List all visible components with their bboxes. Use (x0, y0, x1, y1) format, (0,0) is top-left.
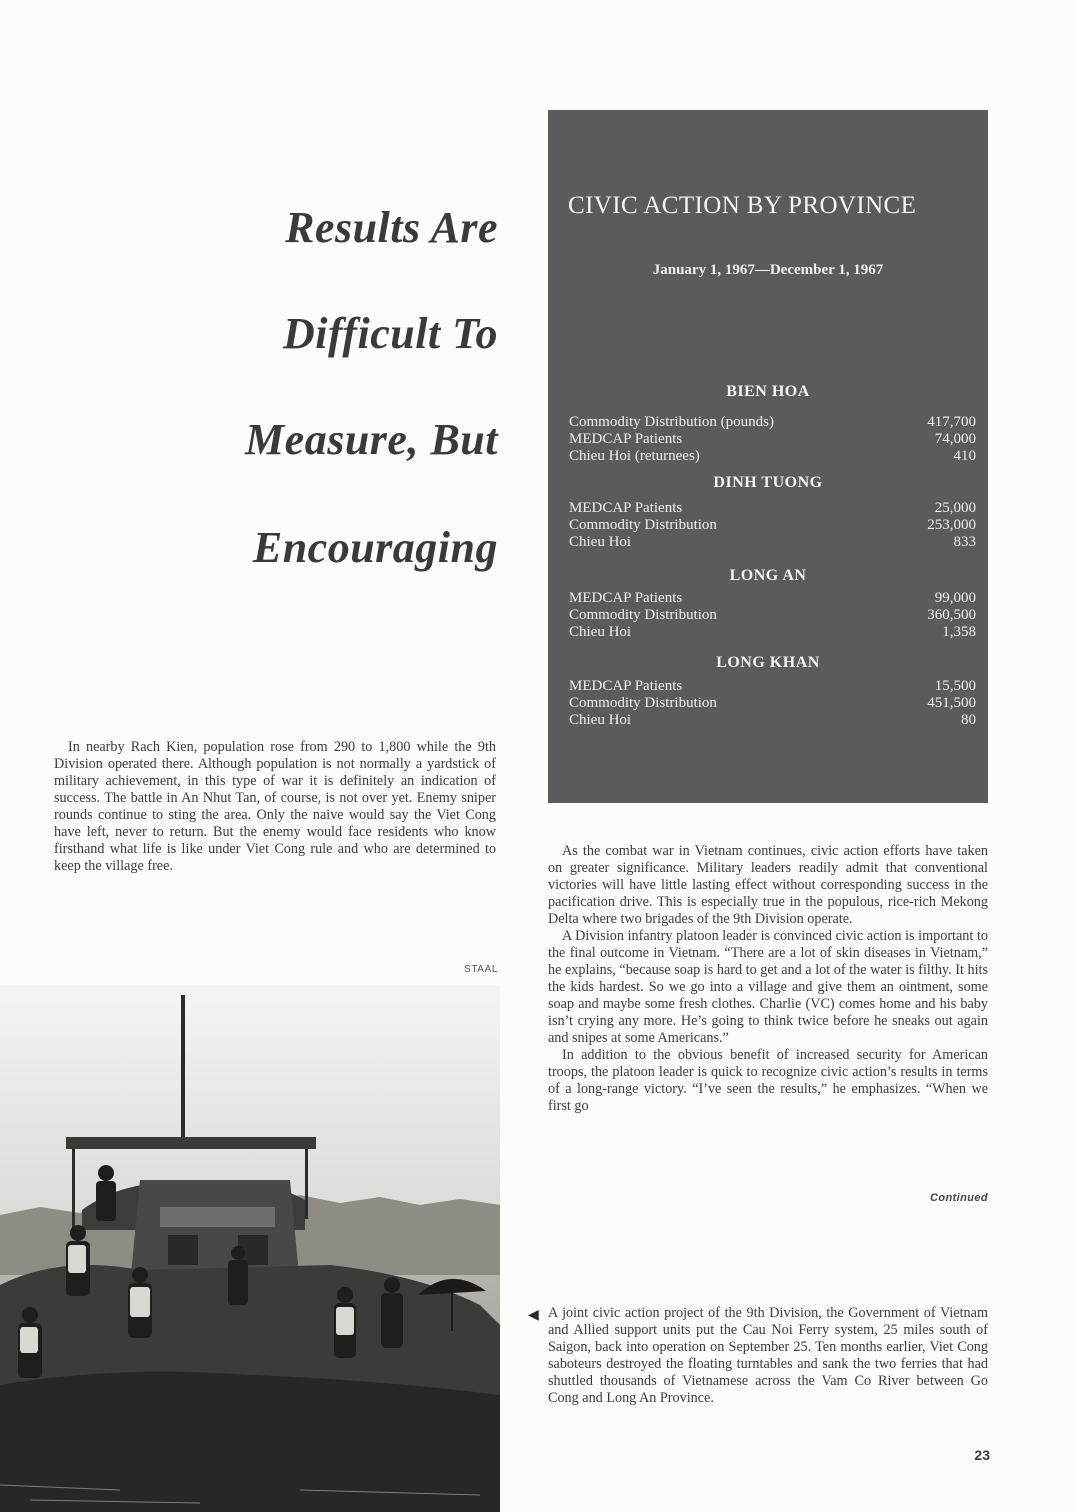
caption-arrow-icon: ◀ (528, 1307, 539, 1323)
photo-caption: A joint civic action project of the 9th Division, the Government of Vietnam and Allied support units put the Cau Noi Ferry system, 25 miles south of Saigon, back into operation on September 25. Ten months earlier, Viet Cong saboteurs destroyed the floating turntables and sank the two ferries that had shuttled thousands of Vietnamese across the Vam Co River between Go Cong and Long An Province. (548, 1305, 988, 1406)
stat-label: Chieu Hoi (569, 534, 632, 550)
article-paragraph: As the combat war in Vietnam continues, civic action efforts have taken on greater significance. Military leaders readily admit that conventional victories will have little lasting effect without corresponding success in the pacification drive. This is especially true in the populous, rice-rich Mekong Delta where two brigades of the 9th Division operate. (548, 843, 988, 927)
stat-value: 74,000 (934, 431, 976, 447)
stat-label: Chieu Hoi (returnees) (569, 448, 700, 464)
left-column-paragraph: In nearby Rach Kien, population rose from 290 to 1,800 while the 9th Division operated there. Although population is not normally a yardstick of military achievement, in this type of war it is definitely an indication of success. The battle in An Nhut Tan, of course, is not over yet. Enemy sniper rounds continue to sting the area. Only the naive would say the Viet Cong have left, never to return. But the enemy would face residents who know firsthand what life is like under Viet Cong rule and who are determined to keep the village free. (54, 739, 496, 874)
stat-label: Chieu Hoi (569, 624, 632, 640)
stat-label: MEDCAP Patients (569, 431, 683, 447)
page-number: 23 (974, 1447, 990, 1463)
stat-value: 451,500 (927, 695, 976, 711)
stat-row (569, 431, 976, 448)
stat-label: MEDCAP Patients (569, 500, 683, 516)
stat-label: Commodity Distribution (569, 695, 717, 711)
stat-value: 1,358 (942, 624, 976, 640)
stats-box-date-range: January 1, 1967—December 1, 1967 (652, 262, 884, 278)
photo-credit: STAAL (464, 964, 498, 975)
headline-line-1: Results Are (285, 203, 498, 252)
province-heading-long-an: LONG AN (729, 567, 807, 584)
stat-label: Chieu Hoi (569, 712, 632, 728)
stat-value: 99,000 (934, 590, 976, 606)
stat-row (569, 678, 976, 695)
stat-value: 15,500 (934, 678, 976, 694)
headline-line-4: Encouraging (252, 523, 498, 572)
stat-row (569, 607, 976, 624)
right-column-article (548, 843, 988, 1115)
stat-row (569, 500, 976, 517)
continued-label: Continued (930, 1192, 988, 1204)
stat-row (569, 517, 976, 534)
stat-label: MEDCAP Patients (569, 590, 683, 606)
stat-label: MEDCAP Patients (569, 678, 683, 694)
stat-label: Commodity Distribution (569, 607, 717, 623)
province-heading-long-khan: LONG KHAN (716, 654, 820, 671)
stat-row (569, 712, 976, 729)
stat-value: 833 (953, 534, 976, 550)
stat-label: Commodity Distribution (pounds) (569, 414, 775, 430)
province-heading-dinh-tuong: DINH TUONG (713, 474, 823, 491)
stat-value: 253,000 (927, 517, 976, 533)
article-paragraph: A Division infantry platoon leader is convinced civic action is important to the final outcome in Vietnam. “There are a lot of skin diseases in Vietnam,” he explains, “because soap is hard to get and a lot of the water is filthy. It hits the kids hardest. So we go into a village and give them an ointment, some soap and maybe some fresh clothes. Charlie (VC) comes home and his baby isn’t crying any more. He’s going to think twice before he sneaks out again and snipes at some Americans.” (548, 928, 988, 1046)
ferry-photo (0, 985, 500, 1512)
stat-label: Commodity Distribution (569, 517, 717, 533)
headline-line-2: Difficult To (282, 309, 498, 358)
stat-value: 417,700 (927, 414, 976, 430)
civic-action-stats-box (548, 110, 988, 803)
stat-value: 410 (953, 448, 976, 464)
province-heading-bien-hoa: BIEN HOA (726, 383, 810, 400)
article-paragraph: In addition to the obvious benefit of increased security for American troops, the platoon leader is quick to recognize civic action’s results in terms of a long-range victory. “I’ve seen the results,” he emphasizes. “When we first go (548, 1047, 988, 1114)
stat-row (569, 414, 976, 431)
stat-row (569, 534, 976, 551)
stat-row (569, 695, 976, 712)
stat-row (569, 590, 976, 607)
stat-row (569, 448, 976, 465)
stat-row (569, 624, 976, 641)
stats-box-title: CIVIC ACTION BY PROVINCE (568, 192, 917, 219)
stat-value: 25,000 (934, 500, 976, 516)
stat-value: 360,500 (927, 607, 976, 623)
headline-line-3: Measure, But (245, 415, 498, 464)
stat-value: 80 (961, 712, 976, 728)
